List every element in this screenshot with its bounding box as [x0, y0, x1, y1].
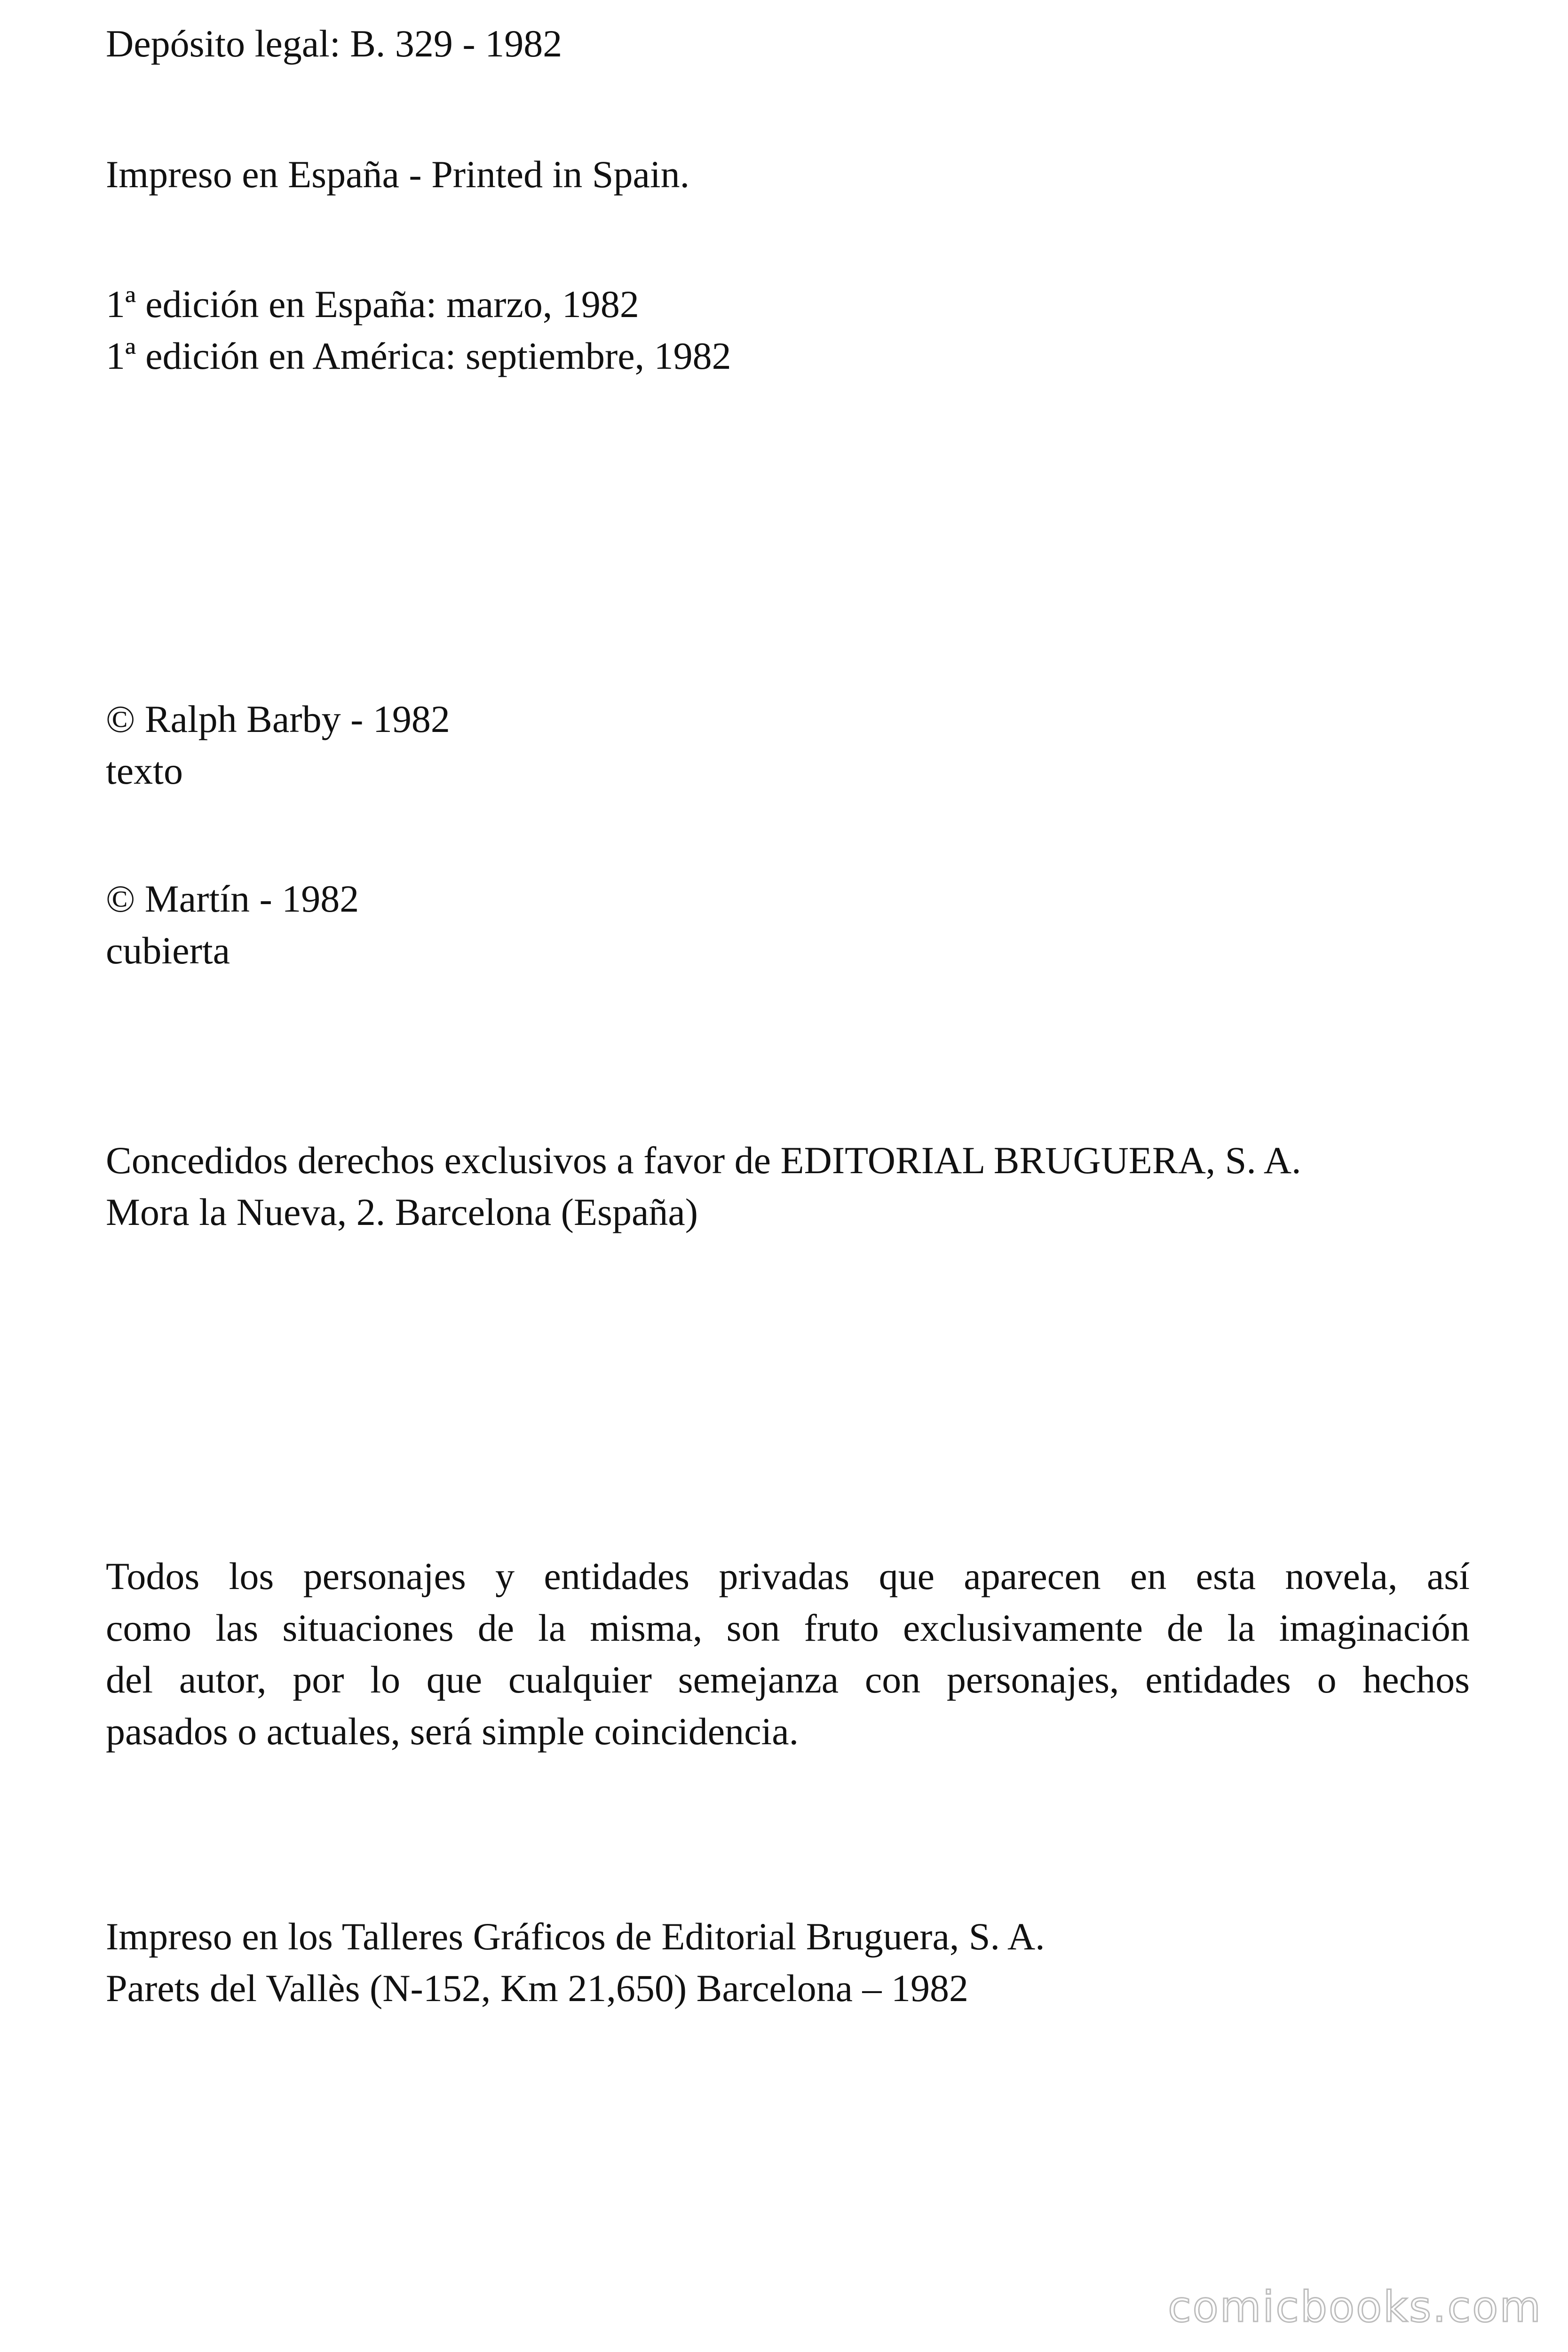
cover-copyright: © Martín - 1982 [106, 877, 359, 920]
rights-line-1: Concedidos derechos exclusivos a favor de EDITORIAL BRUGUERA, S. A. [106, 1139, 1301, 1182]
edition-spain: 1ª edición en España: marzo, 1982 [106, 283, 639, 326]
watermark: comicbooks.com [1168, 2282, 1542, 2332]
printer-line-1: Impreso en los Talleres Gráficos de Editorial Bruguera, S. A. [106, 1915, 1045, 1958]
edition-america: 1ª edición en América: septiembre, 1982 [106, 334, 731, 377]
disclaimer-line: del autor, por lo que cualquier semejanza con personajes, entidades o hechos [106, 1658, 1470, 1701]
deposito-legal: Depósito legal: B. 329 - 1982 [106, 22, 562, 65]
printed-in-spain: Impreso en España - Printed in Spain. [106, 153, 690, 196]
disclaimer-paragraph [106, 1550, 1470, 1757]
cover-copyright-label: cubierta [106, 929, 230, 972]
printer-line-2: Parets del Vallès (N-152, Km 21,650) Barcelona – 1982 [106, 1967, 968, 2010]
disclaimer-line: pasados o actuales, será simple coincidencia. [106, 1710, 799, 1753]
rights-line-2: Mora la Nueva, 2. Barcelona (España) [106, 1191, 698, 1233]
text-copyright: © Ralph Barby - 1982 [106, 698, 450, 740]
disclaimer-line: como las situaciones de la misma, son fruto exclusivamente de la imaginación [106, 1606, 1470, 1649]
disclaimer-line: Todos los personajes y entidades privadas que aparecen en esta novela, así [106, 1555, 1470, 1597]
text-copyright-label: texto [106, 749, 183, 792]
